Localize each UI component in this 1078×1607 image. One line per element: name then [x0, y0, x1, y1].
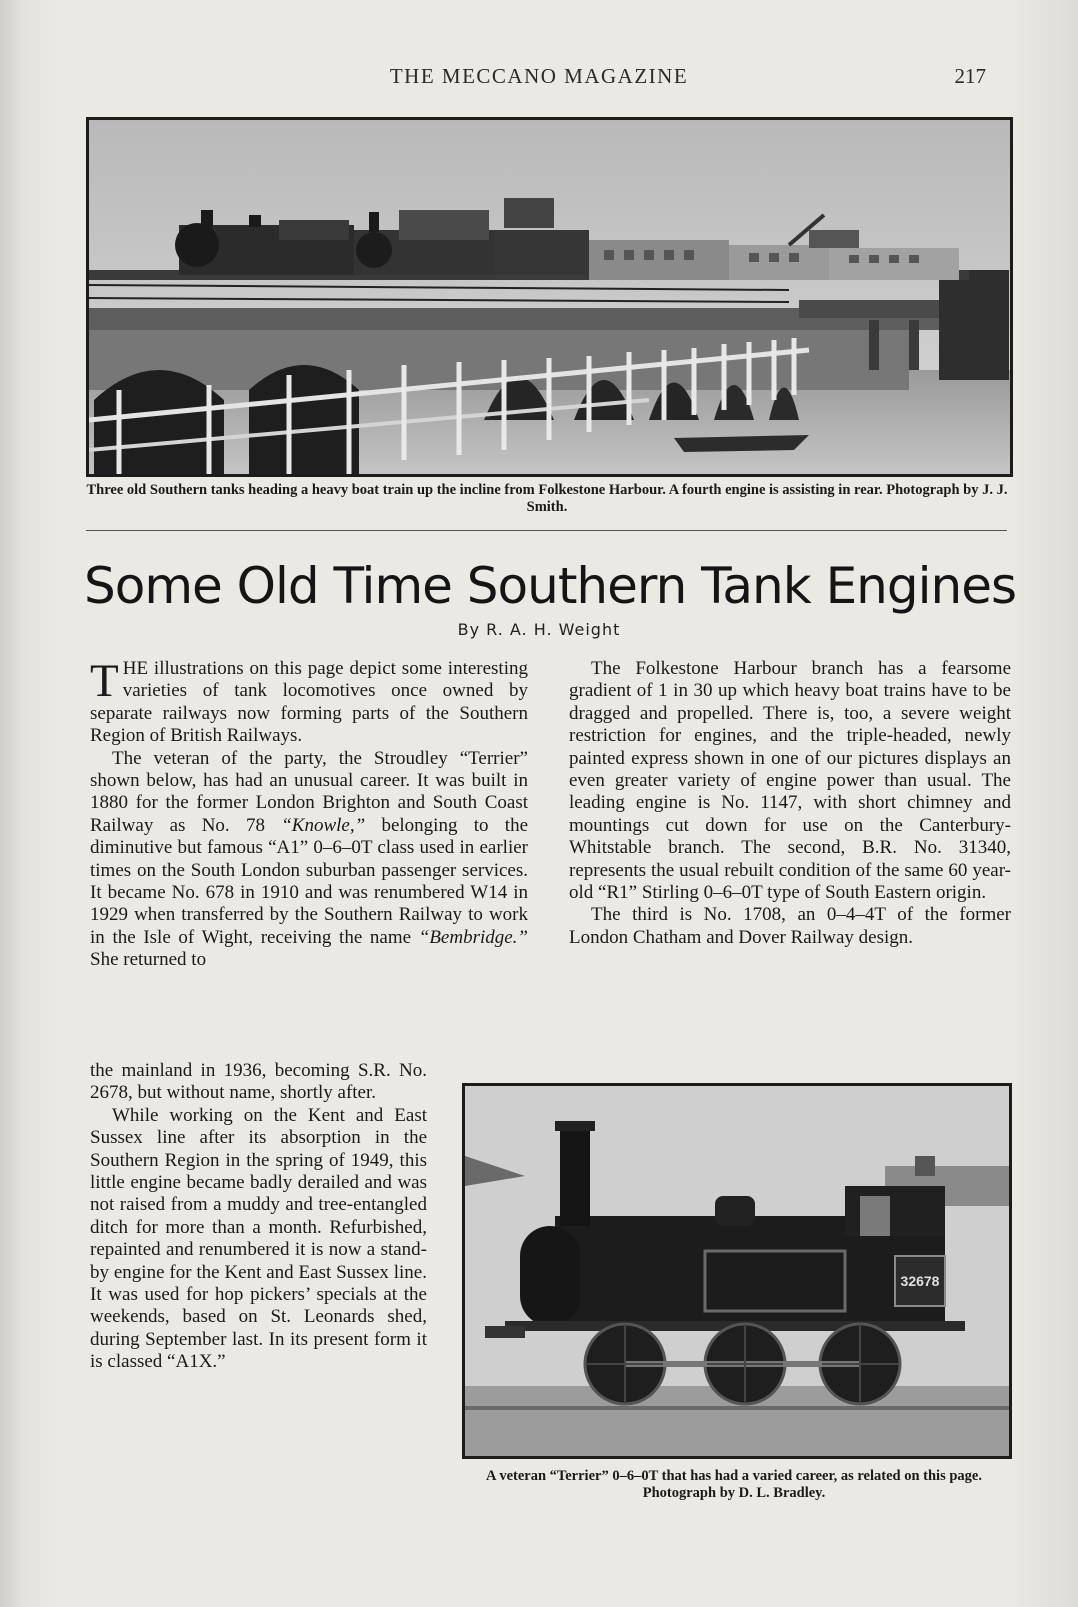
page-number: 217: [954, 64, 986, 88]
boat-train-illustration: [89, 120, 1010, 474]
engine-number: 32678: [900, 1273, 940, 1289]
title-divider: [86, 530, 1007, 531]
terrier-continued: the mainland in 1936, becoming S.R. No. 2678, but without name, shortly after.: [90, 1060, 427, 1104]
top-photo-caption: Three old Southern tanks heading a heavy boat train up the incline from Folkestone Harbour. A fourth engine is assisting in rear. Photograph by J. J. Smith.: [86, 482, 1008, 515]
intro-paragraph: [90, 655, 528, 748]
terrier-paragraph: [90, 748, 528, 972]
right-column: [569, 658, 1011, 949]
left-column-lower: [90, 1060, 427, 1374]
bottom-photo-caption: A veteran “Terrier” 0–6–0T that has had a varied career, as related on this page. Photograph by D. L. Bradley.: [486, 1468, 982, 1501]
article-title: Some Old Time Southern Tank Engines: [83, 557, 1017, 615]
left-column: [90, 655, 528, 972]
bembridge-name: “Bembridge.”: [418, 926, 528, 948]
knowle-name: “Knowle,”: [281, 814, 366, 836]
boat-train-photo: [86, 117, 1013, 477]
derailment-paragraph: While working on the Kent and East Sussex line after its absorption in the Southern Region in the spring of 1949, this little engine became badly derailed and was not raised from a muddy and tree-entangled ditch for more than a month. Refurbished, repainted and renumbered it is now a stand-by engine for the Kent and East Sussex line. It was used for hop pickers’ specials at the weekends, based on St. Leonards shed, during September last. In its present form it is classed “A1X.”: [90, 1104, 427, 1373]
terrier-text-end: She returned to: [90, 949, 207, 971]
byline: By R. A. H. Weight: [457, 620, 621, 639]
drop-cap: T: [90, 655, 119, 707]
magazine-name: THE MECCANO MAGAZINE: [389, 64, 689, 88]
running-head: [0, 64, 1078, 92]
intro-text: HE illustrations on this page depict some interesting varieties of tank locomotives once owned by separate railways now forming parts of the Southern Region of British Railways.: [90, 658, 528, 747]
folkestone-paragraph: The Folkestone Harbour branch has a fearsome gradient of 1 in 30 up which heavy boat trains have to be dragged and propelled. There is, too, a severe weight restriction for engines, and the triple-headed, newly painted express shown in one of our pictures displays an even greater variety of engine power than usual. The leading engine is No. 1147, with short chimney and mountings cut down for use on the Canterbury-Whitstable branch. The second, B.R. No. 31340, represents the usual rebuilt condition of the same 60 year-old “R1” Stirling 0–6–0T type of South Eastern origin.: [569, 658, 1011, 904]
terrier-illustration: [465, 1086, 1009, 1456]
terrier-text-start: The veteran of the party, the Stroudley “Terrier” shown below, has had an unusual career. It was built in 1880 for the former London Brighton and South Coast Railway as No. 78: [90, 747, 528, 836]
third-engine-paragraph: The third is No. 1708, an 0–4–4T of the former London Chatham and Dover Railway design.: [569, 904, 1011, 948]
terrier-photo: [462, 1083, 1012, 1459]
terrier-text-mid: belonging to the diminutive but famous “A1” 0–6–0T class used in earlier times on the South London suburban passenger services. It became No. 678 in 1910 and was renumbered W14 in 1929 when transferred by the Southern Railway to work in the Isle of Wight, receiving the name: [90, 814, 528, 948]
